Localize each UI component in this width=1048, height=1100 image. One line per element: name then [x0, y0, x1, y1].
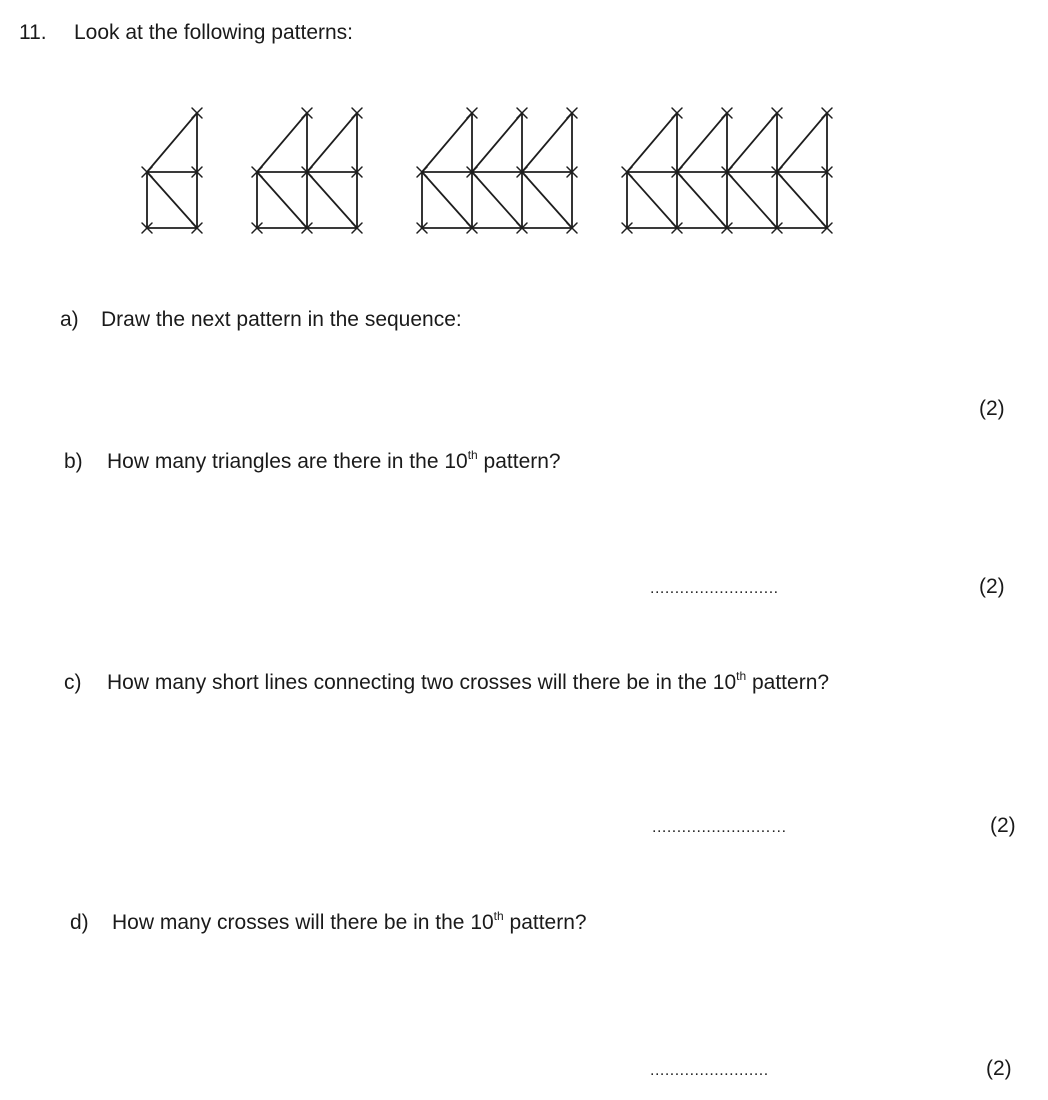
part-c-text: How many short lines connecting two crosses will there be in the 10th pattern? — [107, 669, 830, 694]
pattern-2 — [252, 108, 362, 233]
part-b-text: How many triangles are there in the 10th pattern? — [107, 448, 561, 473]
stick — [522, 172, 572, 228]
stick — [727, 172, 777, 228]
stick — [472, 172, 522, 228]
part-c-marks: (2) — [990, 814, 1016, 837]
part-d-answer-line[interactable]: ........................ — [650, 1062, 769, 1079]
ordinal-suffix: th — [467, 448, 478, 462]
part-a-marks: (2) — [979, 397, 1005, 420]
stick — [627, 172, 677, 228]
part-d-label: d) — [70, 911, 89, 934]
pattern-4 — [622, 108, 832, 233]
part-d-marks: (2) — [986, 1057, 1012, 1080]
stick — [777, 113, 827, 172]
pattern-3 — [417, 108, 577, 233]
part-b-marks: (2) — [979, 575, 1005, 598]
stick — [677, 113, 727, 172]
pattern-1 — [142, 108, 202, 233]
stick — [677, 172, 727, 228]
part-d-text: How many crosses will there be in the 10th pattern? — [112, 909, 587, 934]
ordinal-suffix: th — [736, 669, 747, 683]
stick — [422, 172, 472, 228]
part-c-answer-line[interactable]: ........................… — [652, 819, 788, 836]
pattern-sequence-figure — [130, 100, 850, 250]
question-number: 11. — [19, 21, 47, 44]
ordinal-suffix: th — [493, 909, 504, 923]
stick — [257, 113, 307, 172]
stick — [472, 113, 522, 172]
stick — [147, 113, 197, 172]
stick — [307, 113, 357, 172]
part-a-label: a) — [60, 308, 79, 331]
stick — [727, 113, 777, 172]
stick — [307, 172, 357, 228]
stick — [422, 113, 472, 172]
part-a-text: Draw the next pattern in the sequence: — [101, 308, 462, 331]
part-b-answer-line[interactable]: .......................... — [650, 580, 779, 597]
stick — [147, 172, 197, 228]
part-b-label: b) — [64, 450, 83, 473]
part-c-label: c) — [64, 671, 82, 694]
stick — [777, 172, 827, 228]
stick — [522, 113, 572, 172]
stick — [257, 172, 307, 228]
stick — [627, 113, 677, 172]
question-title: Look at the following patterns: — [74, 21, 354, 44]
